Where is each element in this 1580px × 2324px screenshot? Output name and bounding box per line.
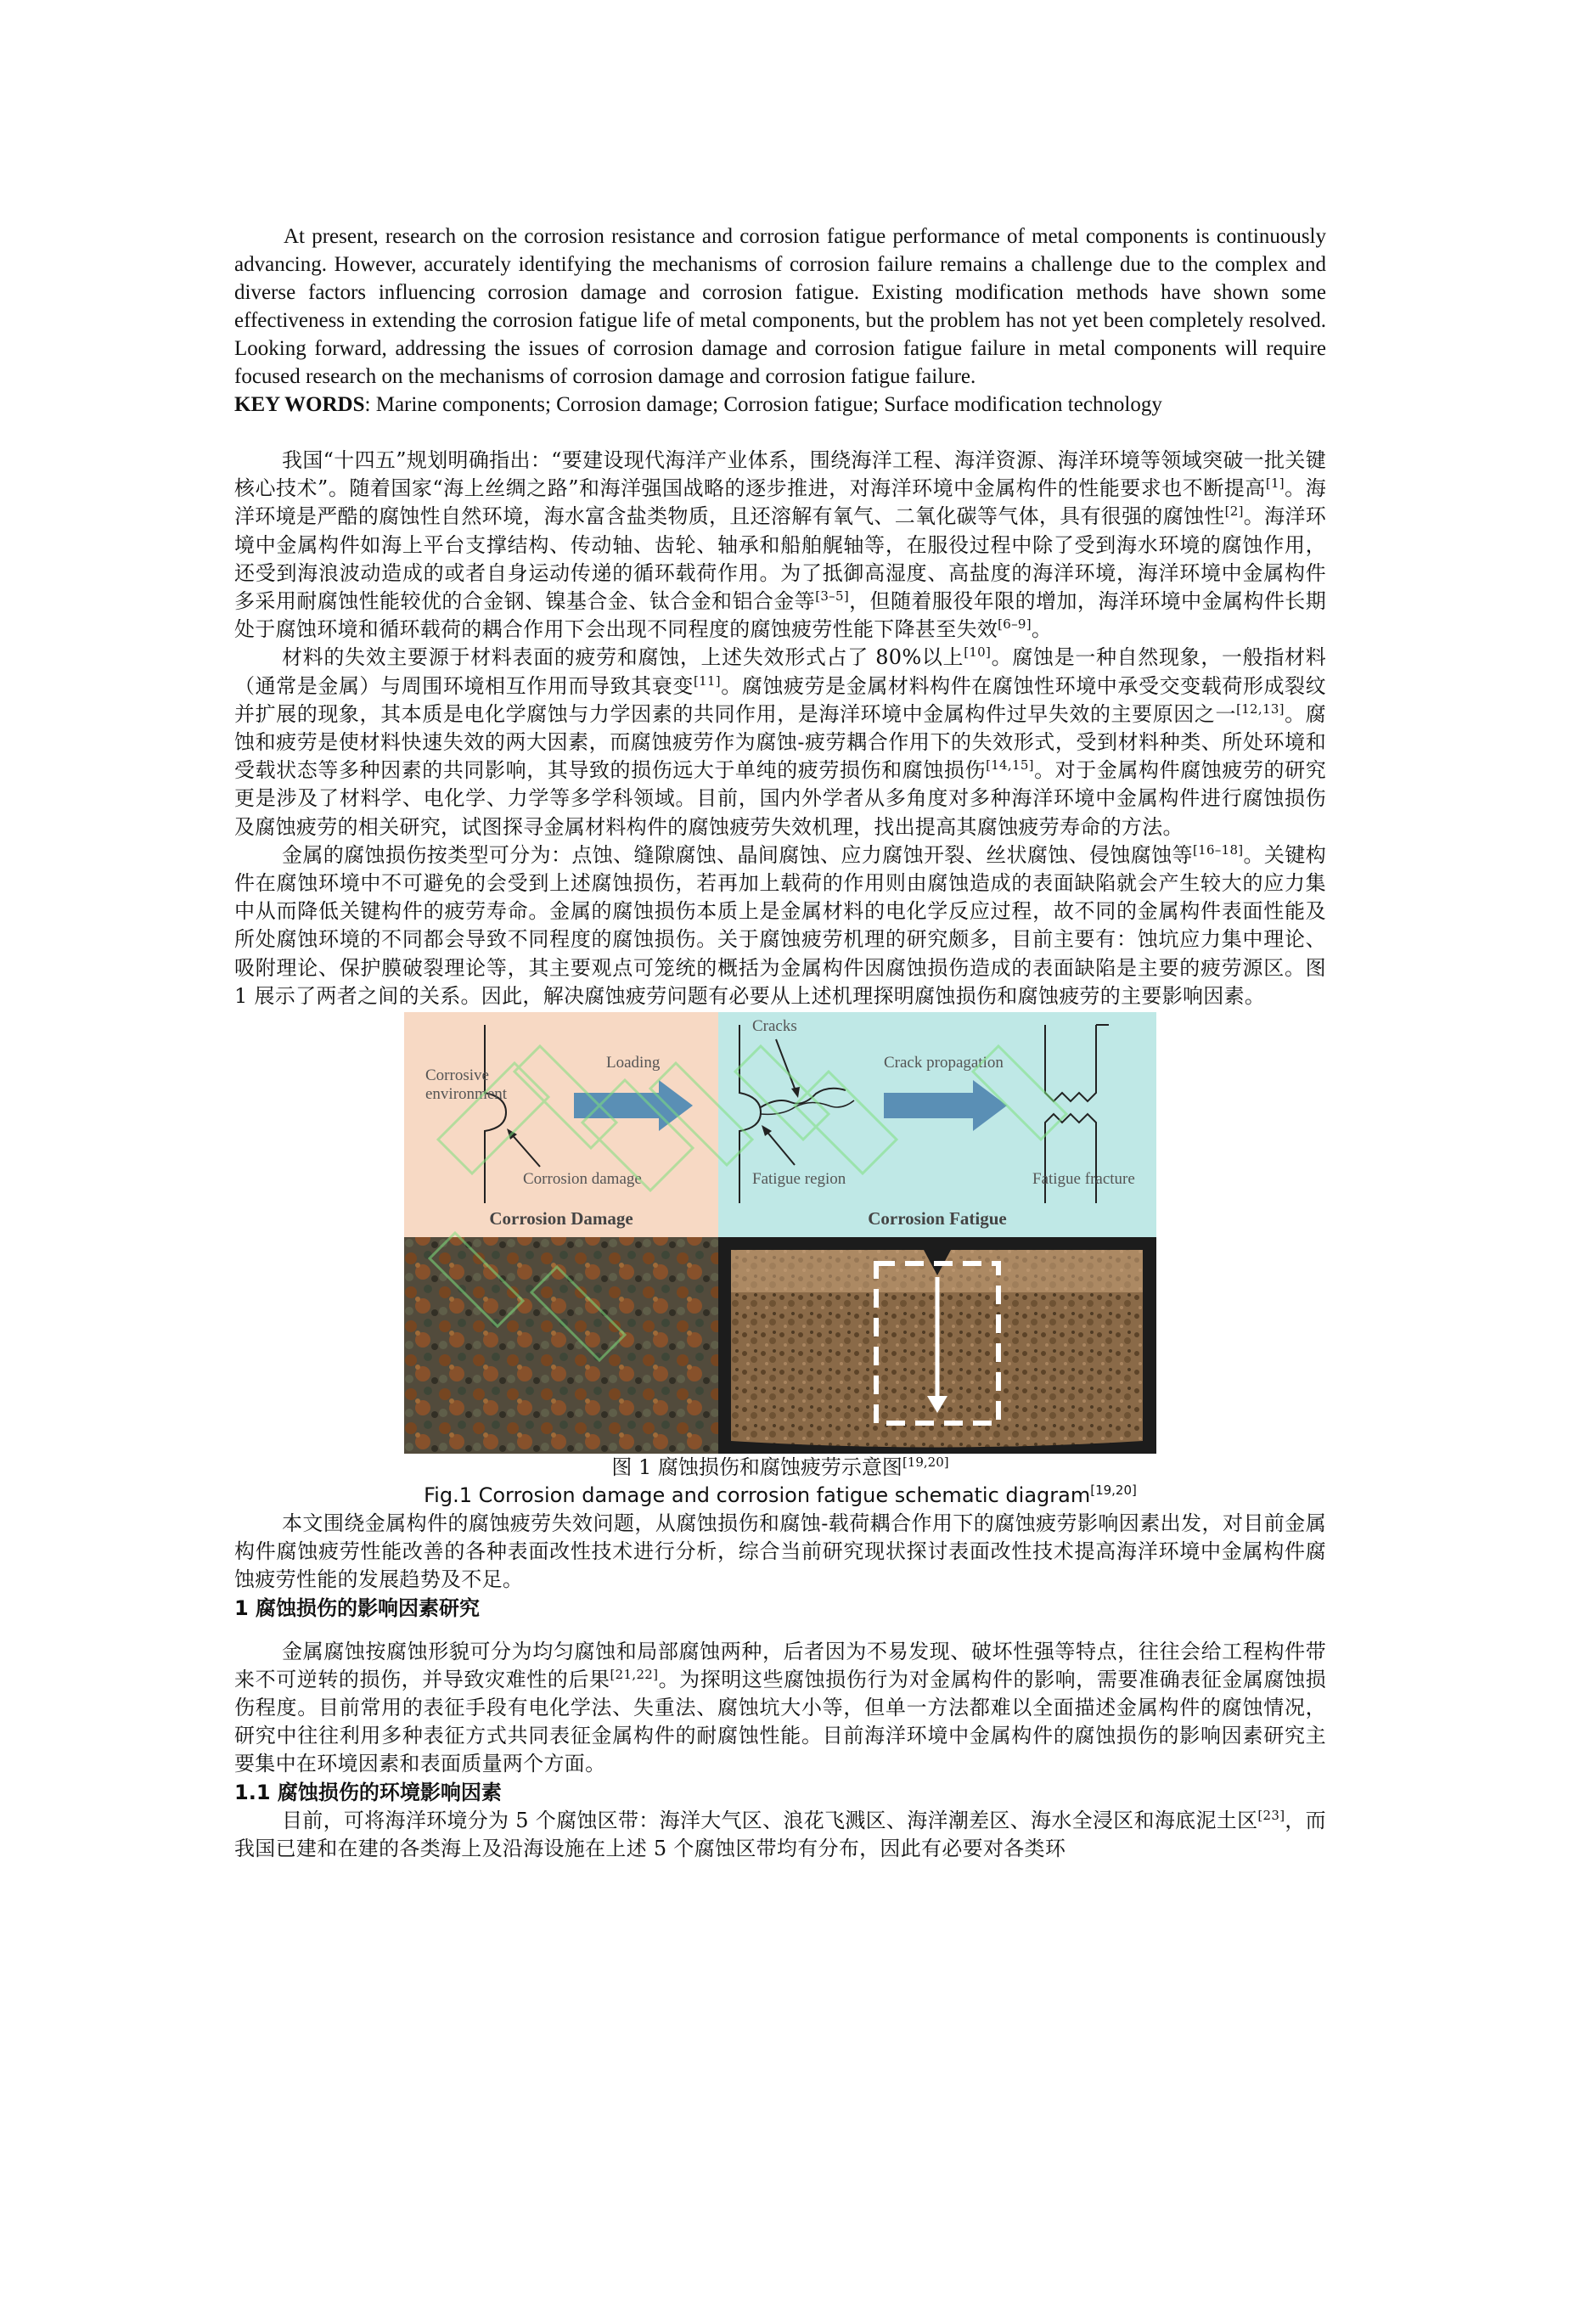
text-run: 。为探明这些腐蚀损伤行为对金属构件的影响，需要准确表征金属腐蚀损伤程度。目前常用的表征手段有电化学法、失重法、腐蚀坑大小等，但单一方法都难以全面描述金属构件的腐蚀情况，研究中往往利用多种表征方式共同表征金属构件的耐腐蚀性能。目前海洋环境中金属构件的腐蚀损伤的影响因素研究主要集中在环境因素和表面质量两个方面。 bbox=[234, 1667, 1326, 1776]
crack-propagation-label: Crack propagation bbox=[884, 1054, 1004, 1072]
text-run: 。腐蚀和疲劳是使材料快速失效的两大因素，而腐蚀疲劳作为腐蚀-疲劳耦合作用下的失效形式，受到材料种类、所处环境和受载状态等多种因素的共同影响，其导致的损伤远大于单纯的疲劳损伤和腐蚀损伤 bbox=[234, 701, 1326, 783]
panel-left-title: Corrosion Damage bbox=[489, 1208, 633, 1230]
svg-text:environment: environment bbox=[425, 1085, 508, 1104]
section-heading-1: 1 腐蚀损伤的影响因素研究 bbox=[234, 1595, 481, 1620]
citation-ref: [11] bbox=[693, 672, 721, 689]
figure-1-graphic bbox=[404, 1012, 1156, 1454]
citation-ref: [16–18] bbox=[1192, 841, 1244, 858]
abstract-paragraph: At present, research on the corrosion resistance and corrosion fatigue performance of metal components is continuously advancing. However, accurately identifying the mechanisms of corrosion failure remains a challenge due to the complex and diverse factors influencing corrosion damage and corrosion fatigue. Existing modification methods have shown some effectiveness in extending the corrosion fatigue life of metal components, but the problem has not yet been completely resolved. Looking forward, addressing the issues of corrosion damage and corrosion fatigue failure in metal components will require focused research on the mechanisms of corrosion damage and corrosion fatigue failure. bbox=[234, 225, 1326, 388]
citation-ref: [1] bbox=[1265, 475, 1285, 492]
figure-1 bbox=[404, 1012, 1156, 1454]
figure-caption-cn: 图 1 腐蚀损伤和腐蚀疲劳示意图[19,20] bbox=[611, 1455, 949, 1480]
panel-right-title: Corrosion Fatigue bbox=[868, 1208, 1007, 1230]
corrosive-env-label: Corrosive bbox=[425, 1066, 489, 1085]
fatigue-region-label: Fatigue region bbox=[752, 1170, 846, 1189]
section-heading-1-1: 1.1 腐蚀损伤的环境影响因素 bbox=[234, 1780, 502, 1804]
intro-paragraph-2 bbox=[234, 644, 1326, 841]
scope-paragraph: 本文围绕金属构件的腐蚀疲劳失效问题，从腐蚀损伤和腐蚀-载荷耦合作用下的腐蚀疲劳影响因素出发，对目前金属构件腐蚀疲劳性能改善的各种表面改性技术进行分析，综合当前研究现状探讨表面改性技术提高海洋环境中金属构件腐蚀疲劳性能的发展趋势及不足。 bbox=[234, 1511, 1326, 1592]
corrosion-damage-text: Corrosion damage bbox=[523, 1170, 642, 1189]
text-run: 材料的失效主要源于材料表面的疲劳和腐蚀，上述失效形式占了 80%以上 bbox=[282, 645, 964, 670]
text-run: 。腐蚀是一种自然现象，一般指材料（通常是金属）与周围环境相互作用而导致其衰变 bbox=[234, 645, 1326, 698]
text-run: 。腐蚀疲劳是金属材料构件在腐蚀性环境中承受交变载荷形成裂纹并扩展的现象，其本质是电化学腐蚀与力学因素的共同作用，是海洋环境中金属构件过早失效的主要原因之一 bbox=[234, 673, 1326, 726]
text-run: 。 bbox=[1031, 617, 1053, 642]
intro-paragraph-3 bbox=[234, 841, 1326, 1010]
text-run: ，而我国已建和在建的各类海上及沿海设施在上述 5 个腐蚀区带均有分布，因此有必要对各类环 bbox=[234, 1808, 1326, 1860]
section-1-paragraph bbox=[234, 1638, 1326, 1779]
cracks-label: Cracks bbox=[752, 1017, 797, 1036]
text-run: ，但随着服役年限的增加，海洋环境中金属构件长期处于腐蚀环境和循环载荷的耦合作用下会出现不同程度的腐蚀疲劳性能下降甚至失效 bbox=[234, 589, 1326, 642]
fatigue-fracture-label: Fatigue fracture bbox=[1032, 1170, 1135, 1189]
text-run: 金属的腐蚀损伤按类型可分为：点蚀、缝隙腐蚀、晶间腐蚀、应力腐蚀开裂、丝状腐蚀、侵蚀腐蚀等 bbox=[282, 842, 1193, 867]
text-run: 。海洋环境中金属构件如海上平台支撑结构、传动轴、齿轮、轴承和船舶艉轴等，在服役过程中除了受到海水环境的腐蚀作用，还受到海浪波动造成的或者自身运动传递的循环载荷作用。为了抵御高湿度、高盐度的海洋环境，海洋环境中金属构件多采用耐腐蚀性能较优的合金钢、镍基合金、钛合金和铝合金等 bbox=[234, 504, 1326, 614]
keywords-label: KEY WORDS bbox=[234, 393, 365, 416]
citation-ref: [2] bbox=[1224, 504, 1244, 520]
keywords-text: : Marine components; Corrosion damage; Corrosion fatigue; Surface modification technology bbox=[364, 393, 1162, 416]
text-run: 目前，可将海洋环境分为 5 个腐蚀区带：海洋大气区、浪花飞溅区、海洋潮差区、海水全浸区和海底泥土区 bbox=[282, 1808, 1258, 1832]
keywords-line bbox=[234, 391, 1326, 419]
citation-ref: [14,15] bbox=[986, 757, 1034, 774]
text-run: 我国“十四五”规划明确指出：“要建设现代海洋产业体系，围绕海洋工程、海洋资源、海洋环境等领域突破一批关键核心技术”。随着国家“海上丝绸之路”和海洋强国战略的逐步推进，对海洋环境中金属构件的性能要求也不断提高 bbox=[234, 448, 1326, 501]
citation-ref: [6–9] bbox=[998, 616, 1032, 633]
text-run: 。海洋环境是严酷的腐蚀性自然环境，海水富含盐类物质，且还溶解有氧气、二氧化碳等气体，具有很强的腐蚀性 bbox=[234, 476, 1326, 529]
citation-ref: [10] bbox=[964, 644, 992, 661]
citation-ref: [3–5] bbox=[815, 588, 849, 605]
intro-paragraph-1 bbox=[234, 447, 1326, 644]
citation-ref: [12,13] bbox=[1236, 701, 1285, 717]
text-run: 金属腐蚀按腐蚀形貌可分为均匀腐蚀和局部腐蚀两种，后者因为不易发现、破坏性强等特点，往往会给工程构件带来不可逆转的损伤，并导致灾难性的后果 bbox=[234, 1639, 1326, 1691]
figure-caption-en: Fig.1 Corrosion damage and corrosion fatigue schematic diagram[19,20] bbox=[424, 1483, 1137, 1508]
section-1-1-paragraph bbox=[234, 1807, 1326, 1863]
text-run: 。关键构件在腐蚀环境中不可避免的会受到上述腐蚀损伤，若再加上载荷的作用则由腐蚀造成的表面缺陷就会产生较大的应力集中从而降低关键构件的疲劳寿命。金属的腐蚀损伤本质上是金属材料的电化学反应过程，故不同的金属构件表面性能及所处腐蚀环境的不同都会导致不同程度的腐蚀损伤。关于腐蚀疲劳机理的研究颇多，目前主要有：蚀坑应力集中理论、吸附理论、保护膜破裂理论等，其主要观点可笼统的概括为金属构件因腐蚀损伤造成的表面缺陷是主要的疲劳源区。图 1 展示了两者之间的关系。因此，解决腐蚀疲劳问题有必要从上述机理探明腐蚀损伤和腐蚀疲劳的主要影响因素。 bbox=[234, 842, 1326, 1008]
citation-ref: [23] bbox=[1257, 1807, 1285, 1823]
text-run: 。对于金属构件腐蚀疲劳的研究更是涉及了材料学、电化学、力学等多学科领域。目前，国内外学者从多角度对多种海洋环境中金属构件进行腐蚀损伤及腐蚀疲劳的相关研究，试图探寻金属材料构件的腐蚀疲劳失效机理，找出提高其腐蚀疲劳寿命的方法。 bbox=[234, 758, 1327, 839]
paper-page bbox=[234, 222, 1326, 1863]
loading-label: Loading bbox=[606, 1054, 661, 1072]
right-panel-bg bbox=[718, 1012, 1156, 1237]
citation-ref: [21,22] bbox=[610, 1666, 659, 1682]
